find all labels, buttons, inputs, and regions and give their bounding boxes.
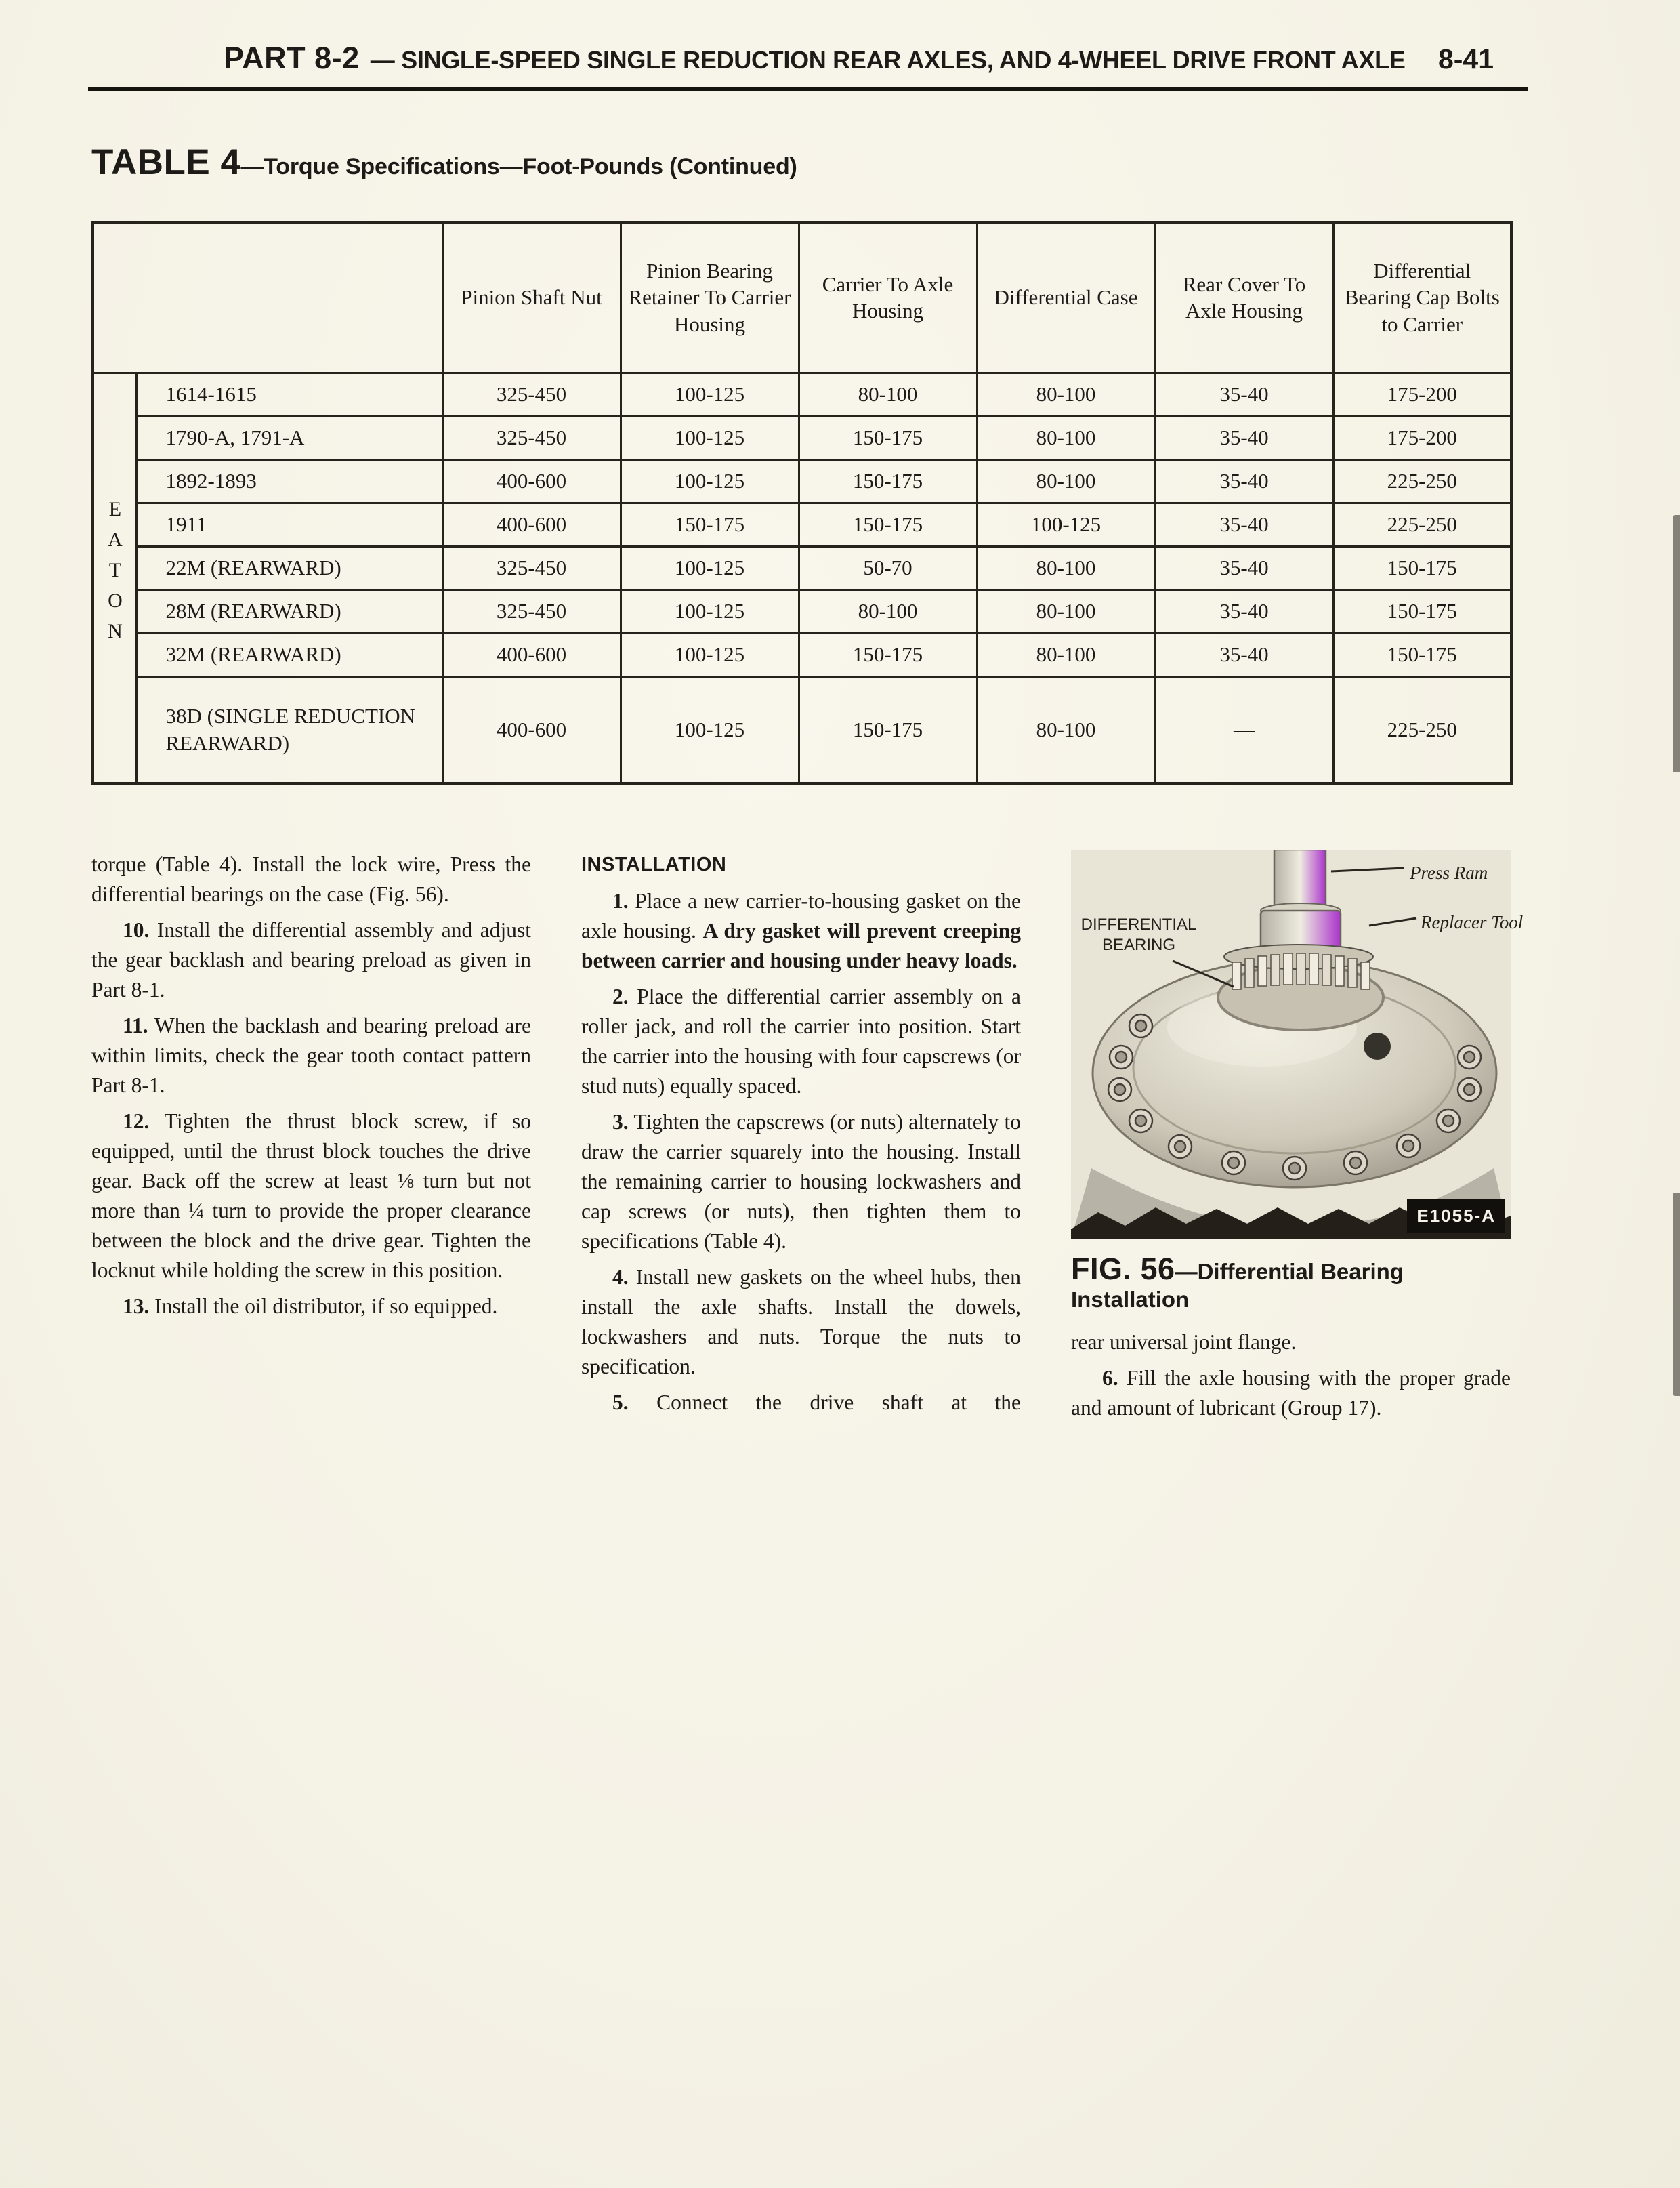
step-text: Place the differential carrier assembly on a roller jack, and roll the carrier into position. Start the carrier into the housing with four capscrews (or stud nuts) equally spaced.: [581, 985, 1021, 1098]
table-row: [93, 373, 1511, 416]
spec-cell: 150-175: [1333, 633, 1511, 676]
text-column-1: [91, 850, 531, 1429]
section-heading: INSTALLATION: [581, 854, 727, 875]
figure-caption-number: FIG. 56: [1071, 1252, 1175, 1286]
spec-cell: 150-175: [799, 416, 977, 459]
spec-cell: 225-250: [1333, 459, 1511, 503]
step-number: 5.: [612, 1390, 629, 1414]
corner-cell: [93, 222, 442, 373]
step-number: 6.: [1102, 1365, 1118, 1390]
spec-cell: 80-100: [977, 546, 1155, 590]
paragraph: [91, 915, 531, 1005]
step-text: Fill the axle housing with the proper grade and amount of lubricant (Group 17).: [1071, 1365, 1511, 1420]
table-row: [93, 633, 1511, 676]
column-header: Carrier To Axle Housing: [799, 222, 977, 373]
paragraph: [581, 1107, 1021, 1256]
spec-cell: 400-600: [442, 503, 621, 546]
spec-cell: 150-175: [621, 503, 799, 546]
model-cell: 22M (REARWARD): [136, 546, 442, 590]
spec-cell: 35-40: [1155, 546, 1333, 590]
spec-cell: 150-175: [1333, 590, 1511, 633]
step-number: 11.: [123, 1014, 148, 1037]
figure-56: [1071, 850, 1524, 1239]
spec-cell: 225-250: [1333, 503, 1511, 546]
body-columns: [91, 850, 1524, 1429]
step-number: 2.: [612, 985, 629, 1008]
text-column-3: [1071, 850, 1524, 1429]
model-cell: 32M (REARWARD): [136, 633, 442, 676]
paragraph: torque (Table 4). Install the lock wire, Press the differential bearings on the case (Fig. 56).: [91, 852, 531, 906]
spec-cell: 80-100: [977, 459, 1155, 503]
spec-cell: 150-175: [799, 459, 977, 503]
differential-bearing-label-line2: BEARING: [1101, 936, 1176, 954]
table-row: [93, 590, 1511, 633]
figure-caption-text: —Differential Bearing Installation: [1071, 1259, 1404, 1312]
step-text: Tighten the capscrews (or nuts) alternately to draw the carrier squarely into the housing. Install the remaining carrier to housing lockwashers and cap screws (or nuts), then tighten them to specifications (Table 4).: [581, 1110, 1021, 1253]
step-text: Place a new carrier-to-housing gasket on the axle housing.: [581, 889, 1022, 943]
step-number: 4.: [612, 1265, 629, 1289]
table-row: [93, 503, 1511, 546]
page-number: 8-41: [1437, 43, 1494, 75]
table-title-rest: —Torque Specifications—Foot-Pounds (Continued): [240, 154, 797, 180]
spec-cell: 100-125: [621, 546, 799, 590]
scan-artifact: [1673, 1193, 1680, 1396]
step-text: Tighten the thrust block screw, if so equipped, until the thrust block touches the drive gear. Back off the screw at least ⅛ turn but not more than ¼ turn to provide the proper clearance between the block and the drive gear. Tighten the locknut while holding the screw in this position.: [91, 1109, 531, 1282]
model-cell: 38D (SINGLE REDUCTION REARWARD): [136, 676, 442, 783]
replacer-tool-label: Replacer Tool: [1421, 912, 1524, 932]
paragraph: [581, 1388, 1021, 1418]
spec-cell: 100-125: [621, 676, 799, 783]
step-text: When the backlash and bearing preload are within limits, check the gear tooth contact pattern Part 8-1.: [91, 1014, 531, 1097]
step-text: Install the differential assembly and adjust the gear backlash and bearing preload as given in Part 8-1.: [91, 918, 531, 1002]
column-header: Pinion Shaft Nut: [442, 222, 621, 373]
column-header: Differential Bearing Cap Bolts to Carrier: [1333, 222, 1511, 373]
figure-caption: [1071, 1252, 1491, 1313]
model-cell: 28M (REARWARD): [136, 590, 442, 633]
paragraph: rear universal joint flange.: [1071, 1329, 1297, 1354]
header-rule: [88, 87, 1528, 91]
spec-cell: 35-40: [1155, 633, 1333, 676]
spec-cell: 35-40: [1155, 416, 1333, 459]
spec-cell: 100-125: [621, 373, 799, 416]
text-column-2: [581, 850, 1021, 1429]
bold-text: A dry gasket will prevent creeping between carrier and housing under heavy loads.: [581, 919, 1021, 972]
spec-cell: 400-600: [442, 459, 621, 503]
spec-cell: 150-175: [799, 503, 977, 546]
spec-cell: 175-200: [1333, 416, 1511, 459]
table-row: [93, 459, 1511, 503]
spec-cell: 150-175: [799, 676, 977, 783]
spec-cell: 80-100: [977, 676, 1155, 783]
spec-cell: 150-175: [799, 633, 977, 676]
paragraph: [581, 1262, 1021, 1382]
spec-cell: 325-450: [442, 373, 621, 416]
spec-cell: 100-125: [621, 416, 799, 459]
spec-cell: 325-450: [442, 416, 621, 459]
part-number: PART 8-2: [224, 41, 360, 75]
spec-cell: 400-600: [442, 633, 621, 676]
differential-bearing-label-line1: DIFFERENTIAL: [1080, 915, 1197, 934]
spec-cell: 100-125: [621, 459, 799, 503]
column-header: Pinion Bearing Retainer To Carrier Housing: [621, 222, 799, 373]
spec-cell: 225-250: [1333, 676, 1511, 783]
step-number: 13.: [123, 1294, 150, 1318]
spec-cell: 35-40: [1155, 373, 1333, 416]
paragraph: [581, 886, 1021, 976]
figure-code: E1055-A: [1407, 1199, 1505, 1233]
spec-cell: 80-100: [977, 416, 1155, 459]
column-header: Differential Case: [977, 222, 1155, 373]
model-cell: 1911: [136, 503, 442, 546]
step-number: 3.: [612, 1110, 629, 1134]
spec-cell: 80-100: [977, 633, 1155, 676]
paragraph: [1071, 1363, 1511, 1423]
header-title: — SINGLE-SPEED SINGLE REDUCTION REAR AXLES, AND 4-WHEEL DRIVE FRONT AXLE: [370, 46, 1406, 74]
table-header-row: [93, 222, 1511, 373]
spec-cell: 35-40: [1155, 459, 1333, 503]
step-number: 1.: [612, 889, 629, 913]
model-cell: 1614-1615: [136, 373, 442, 416]
press-ram-label: Press Ram: [1410, 863, 1488, 883]
spec-cell: 80-100: [799, 373, 977, 416]
column-header: Rear Cover To Axle Housing: [1155, 222, 1333, 373]
spec-cell: 325-450: [442, 546, 621, 590]
group-label-cell: [93, 373, 136, 783]
step-text: Connect the drive shaft at the: [656, 1390, 1021, 1414]
header-title-group: [224, 41, 1406, 76]
step-text: Install new gaskets on the wheel hubs, then install the axle shafts. Install the dowels, lockwashers and nuts. Torque the nuts to specification.: [581, 1265, 1021, 1378]
spec-cell: 175-200: [1333, 373, 1511, 416]
group-label: EATON: [104, 498, 127, 651]
paragraph: [91, 1011, 531, 1100]
step-text: Install the oil distributor, if so equipped.: [154, 1294, 498, 1318]
step-number: 10.: [123, 918, 150, 942]
model-cell: 1790-A, 1791-A: [136, 416, 442, 459]
spec-cell: —: [1155, 676, 1333, 783]
scan-artifact: [1673, 515, 1680, 772]
table-row: [93, 546, 1511, 590]
paragraph: [581, 982, 1021, 1101]
table-title: [91, 142, 1680, 183]
spec-cell: 35-40: [1155, 590, 1333, 633]
spec-cell: 80-100: [977, 373, 1155, 416]
table-row: [93, 416, 1511, 459]
spec-cell: 325-450: [442, 590, 621, 633]
paragraph: [91, 1292, 531, 1321]
spec-cell: 100-125: [621, 633, 799, 676]
paragraph: [91, 1107, 531, 1285]
table-row: [93, 676, 1511, 783]
spec-cell: 400-600: [442, 676, 621, 783]
table-title-main: TABLE 4: [91, 142, 241, 182]
spec-cell: 80-100: [799, 590, 977, 633]
differential-bearing-label: [1074, 915, 1204, 955]
spec-cell: 80-100: [977, 590, 1155, 633]
spec-cell: 50-70: [799, 546, 977, 590]
spec-cell: 100-125: [621, 590, 799, 633]
model-cell: 1892-1893: [136, 459, 442, 503]
spec-cell: 150-175: [1333, 546, 1511, 590]
step-number: 12.: [123, 1109, 150, 1133]
spec-cell: 35-40: [1155, 503, 1333, 546]
torque-spec-table: [91, 221, 1513, 785]
spec-cell: 100-125: [977, 503, 1155, 546]
page-header: [0, 0, 1680, 76]
